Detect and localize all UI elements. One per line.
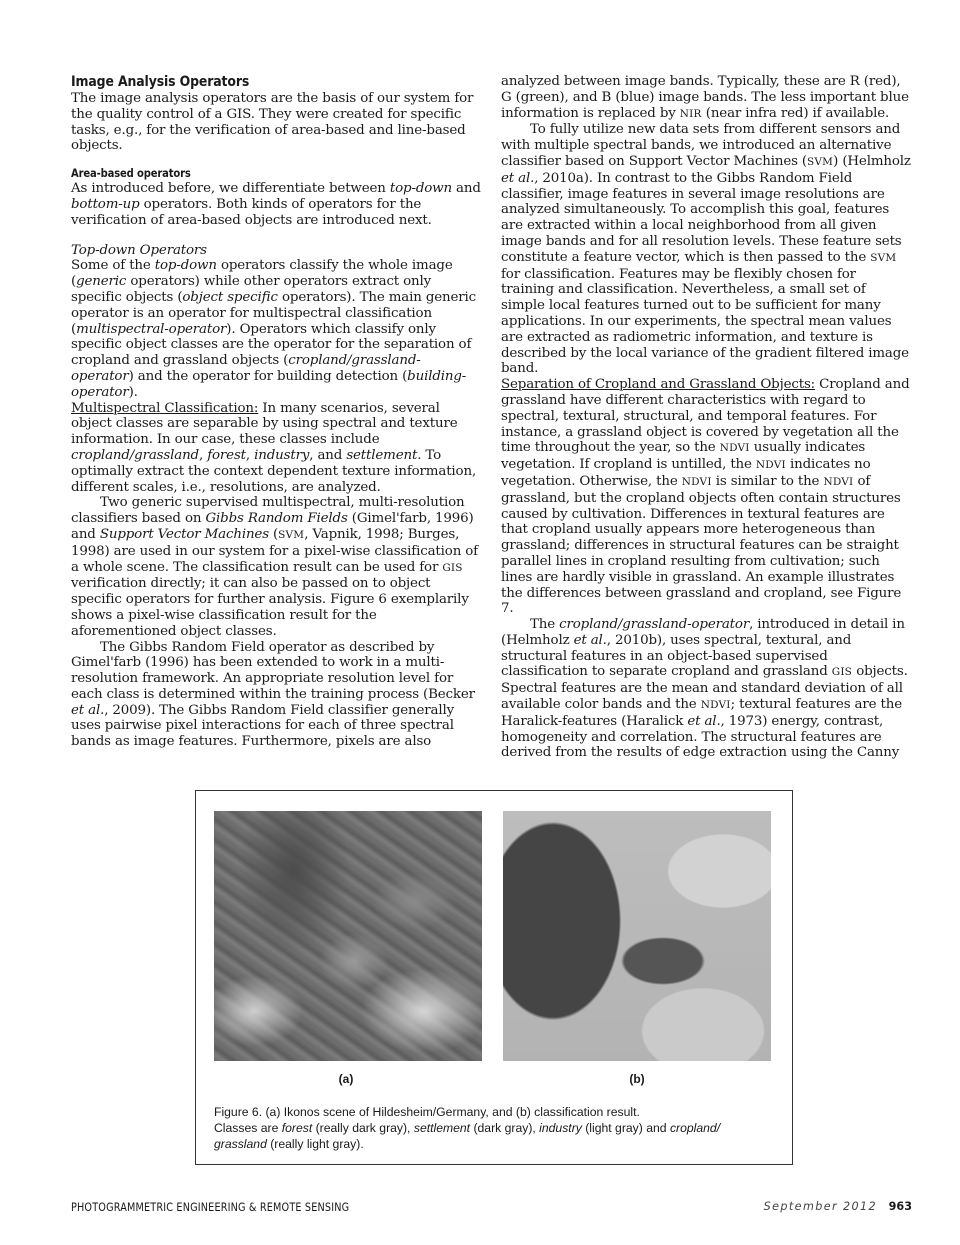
journal-name: PHOTOGRAMMETRIC ENGINEERING & REMOTE SENSING	[71, 1200, 350, 1214]
topdown-paragraph: Some of the top-down operators classify the whole image (generic operators) while other operators extract only specific objects (object specific operators). The main generic operator is an operator for multispectral classification (multispectral-operator). Operators which classify only specific object classes are the operator for the separation of cropland and grassland objects (cropland/grassland-operator) and the operator for building detection (building-operator).	[71, 258, 477, 400]
multispectral-paragraph: Multispectral Classification: In many scenarios, several object classes are separable by using spectral and texture information. In our case, these classes include cropland/grassland, forest, industry, and settlement. To optimally extract the context dependent texture information, different scales, i.e., resolutions, are analyzed.	[71, 400, 477, 495]
cropland-operator-paragraph: The cropland/grassland-operator, introduced in detail in (Helmholz et al., 2010b), uses spectral, textural, and structural features in an object-based supervised classification to separate cropland and grassland GIS objects. Spectral features are the mean and standard deviation of all available color bands and the NDVI; textural features are the Haralick-features (Haralick et al., 1973) energy, contrast, homogeneity and correlation. The structural features are derived from the results of edge extraction using the Canny	[501, 617, 908, 761]
section-heading: Image Analysis Operators	[71, 74, 250, 90]
classifiers-paragraph: Two generic supervised multispectral, multi-resolution classifiers based on Gibbs Random Fields (Gimel'farb, 1996) and Support Vector Machines (SVM, Vapnik, 1998; Burges, 1998) are used in our system for a pixel-wise classification of a whole scene. The classification result can be used for GIS verification directly; it can also be passed on to object specific operators for further analysis. Figure 6 exemplarily shows a pixel-wise classification result for the aforementioned object classes.	[71, 495, 478, 639]
bands-paragraph: analyzed between image bands. Typically, these are R (red), G (green), and B (blue) image bands. The less important blue information is replaced by NIR (near infra red) if available.	[501, 74, 909, 121]
gibbs-paragraph: The Gibbs Random Field operator as described by Gimel'farb (1996) has been extended to work in a multi-resolution framework. An appropriate resolution level for each class is determined within the training process (Becker et al., 2009). The Gibbs Random Field classifier generally uses pairwise pixel interactions for each of three spectral bands as image features. Furthermore, pixels are also	[71, 639, 475, 750]
area-paragraph: As introduced before, we differentiate between top-down and bottom-up operators. Both kinds of operators for the verification of area-based objects are introduced next.	[71, 181, 481, 228]
separation-paragraph: Separation of Cropland and Grassland Objects: Cropland and grassland have different characteristics with regard to spectral, textural, structural, and temporal features. For instance, a grassland object is covered by vegetation all the time throughout the year, so the NDVI usually indicates vegetation. If cropland is untilled, the NDVI indicates no vegetation. Otherwise, the NDVI is similar to the NDVI of grassland, but the cropland objects often contain structures caused by cultivation. Differences in textural features are that cropland usually appears more heterogeneous than grassland; differences in structural features can be straight parallel lines in cropland resulting from cultivation; such lines are hardly visible in grassland. An example illustrates the differences between grassland and cropland, see Figure 7.	[501, 377, 910, 617]
page-footer-right	[764, 1200, 912, 1213]
right-column	[501, 74, 911, 761]
classification-result-image	[503, 811, 771, 1061]
figure-6	[195, 790, 793, 1165]
ikonos-scene-image	[214, 811, 482, 1061]
figure-caption: Figure 6. (a) Ikonos scene of Hildesheim/Germany, and (b) classification result. Classes are forest (really dark gray), settlement (dark gray), industry (light gray) and cropland/ grassland (really light gray).	[214, 1105, 721, 1151]
topdown-heading: Top-down Operators	[71, 242, 207, 258]
panel-label-b: (b)	[629, 1072, 645, 1086]
svm-paragraph: To fully utilize new data sets from different sensors and with multiple spectral bands, we introduced an alternative classifier based on Support Vector Machines (SVM) (Helmholz et al., 2010a). In contrast to the Gibbs Random Field classifier, image features in several image resolutions are analyzed simultaneously. To accomplish this goal, features are extracted within a local neighborhood from all given image bands and for all resolution levels. These feature sets constitute a feature vector, which is then passed to the SVM for classification. Features may be flexibly chosen for training and classification. Nevertheless, a small set of simple local features turned out to be sufficient for many applications. In our experiments, the spectral mean values are extracted as radiometric information, and texture is described by the local variance of the gradient filtered image band.	[501, 122, 911, 377]
left-column	[71, 74, 481, 750]
issue-date: September 2012	[763, 1200, 878, 1213]
subheading-area-based: Area-based operators	[71, 166, 191, 181]
intro-paragraph: The image analysis operators are the basis of our system for the quality control of a GIS. They were created for specific tasks, e.g., for the verification of area-based and line-based objects.	[71, 91, 474, 154]
panel-label-a: (a)	[338, 1072, 354, 1086]
page-number: 963	[888, 1200, 912, 1213]
